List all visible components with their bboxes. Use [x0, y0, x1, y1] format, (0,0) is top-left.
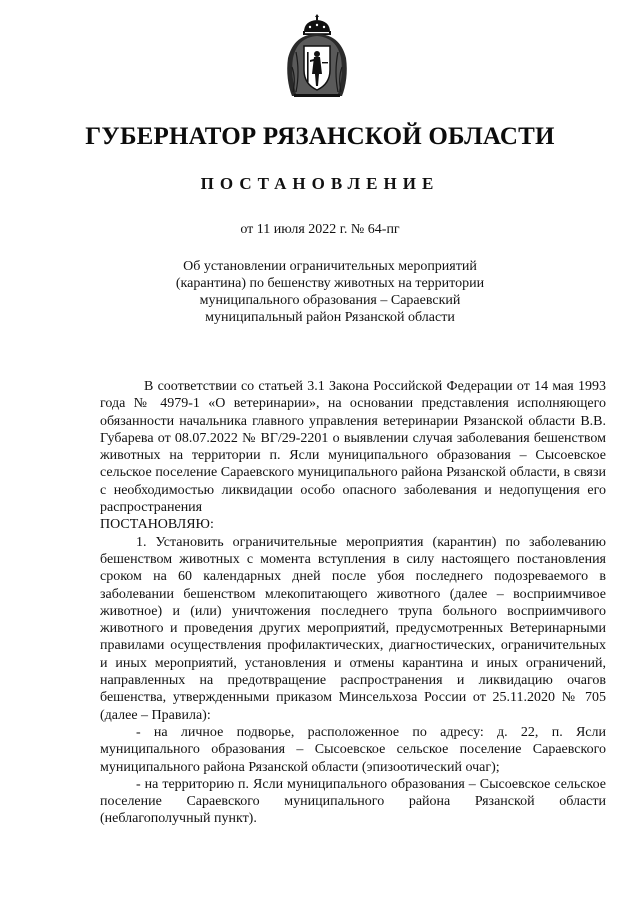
document-body — [100, 378, 606, 828]
bullet-paragraph-2: - на территорию п. Ясли муниципального образования – Сысоевское сельское поселение Сараевского муниципального района Рязанской области (неблагополучный пункт). — [100, 776, 606, 827]
document-subject — [140, 258, 520, 326]
subject-line: Об установлении ограничительных мероприятий — [183, 259, 477, 274]
subject-line: муниципального образования – Сараевский — [199, 293, 461, 308]
subject-line: (карантина) по бешенству животных на территории — [175, 276, 485, 291]
decree-word: ПОСТАНОВЛЯЮ: — [100, 517, 214, 533]
subject-line: муниципальный район Рязанской области — [205, 310, 455, 325]
issuing-authority-title: ГУБЕРНАТОР РЯЗАНСКОЙ ОБЛАСТИ — [85, 123, 555, 150]
bullet-paragraph-1: - на личное подворье, расположенное по адресу: д. 22, п. Ясли муниципального образования – Сысоевское сельское поселение Сараевского муниципального района Рязанской области (эпизоотический очаг); — [100, 724, 606, 775]
ryazan-coat-of-arms-icon — [284, 12, 350, 100]
item-1-paragraph: 1. Установить ограничительные мероприятия (карантин) по заболеванию бешенством животных с момента вступления в силу настоящего постановления сроком на 60 календарных дней после убоя последнего подозреваемого в заболевании бешенством млекопитающего животного (далее – восприимчивое животное) и (или) уничтожения последнего трупа больного восприимчивого животного и проведения других мероприятий, предусмотренных Ветеринарными правилами осуществления профилактических, диагностических, ограничительных и иных мероприятий, установления и отмены карантина и иных ограничений, направленных на предотвращение распространения и ликвидацию очагов бешенства, утвержденными приказом Минсельхоза России от 25.11.2020 № 705 (далее – Правила): — [100, 534, 606, 723]
document-type-heading: ПОСТАНОВЛЕНИЕ — [200, 174, 440, 193]
preamble-paragraph: В соответствии со статьей 3.1 Закона Российской Федерации от 14 мая 1993 года № 4979-1 «О ветеринарии», на основании представления исполняющего обязанности начальника главного управления ветеринарии Рязанской области В.В. Губарева от 08.07.2022 № ВГ/29-2201 о выявлении случая заболевания бешенством животных на территории п. Ясли муниципального образования – Сысоевское сельское поселение Сараевского муниципального района Рязанской области, в связи с необходимостью ликвидации особо опасного заболевания и недопущения его распространения — [100, 379, 606, 516]
document-date-number: от 11 июля 2022 г. № 64-пг — [240, 222, 400, 237]
